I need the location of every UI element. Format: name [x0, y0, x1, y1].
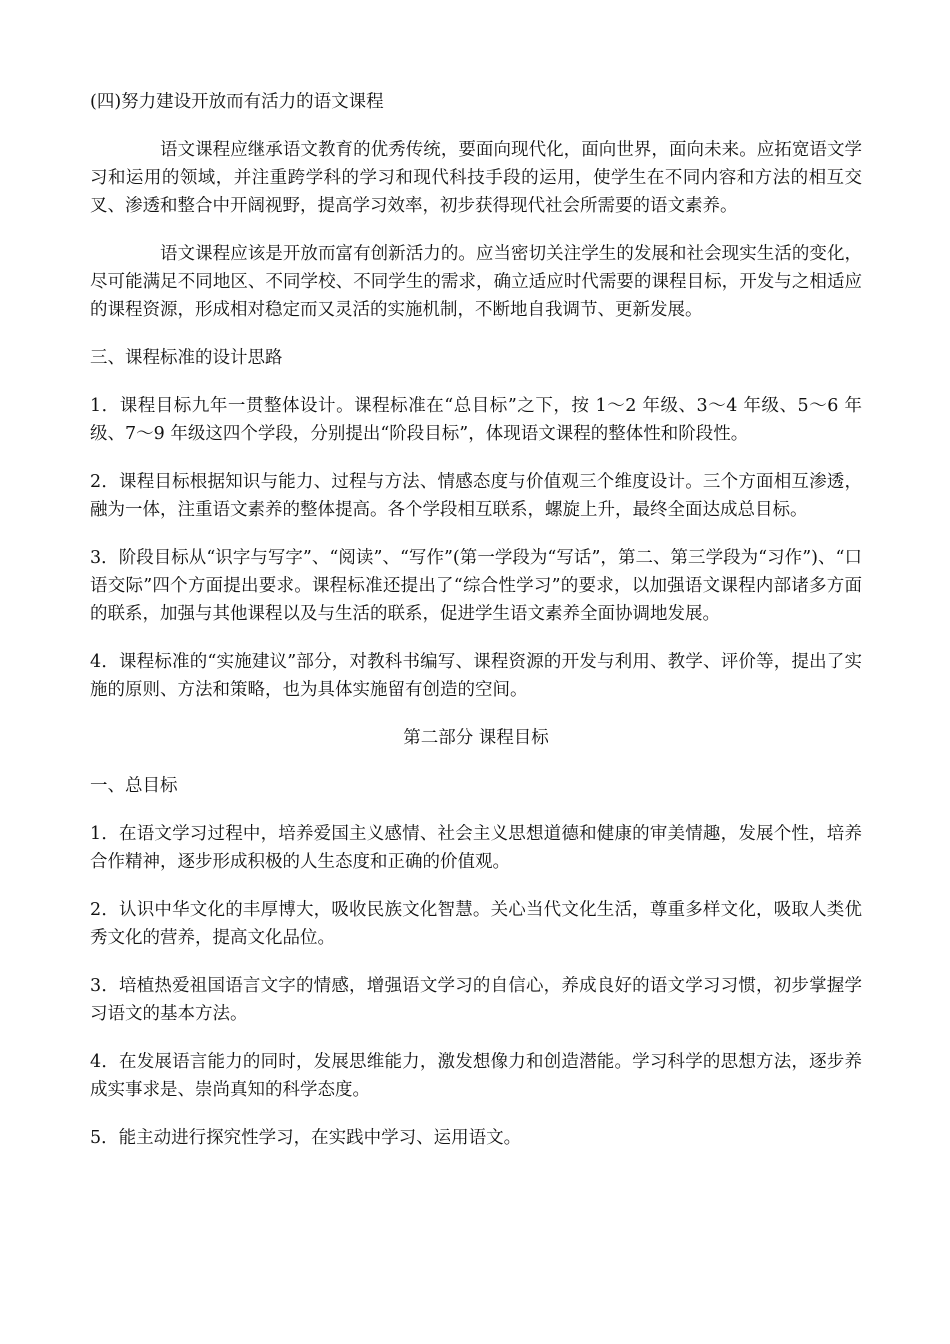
goal-item-4: 4．在发展语言能力的同时，发展思维能力，激发想像力和创造潜能。学习科学的思想方法，逐步养成实事求是、崇尚真知的科学态度。 [90, 1052, 862, 1100]
goal-item-2: 2．认识中华文化的丰厚博大，吸收民族文化智慧。关心当代文化生活，尊重多样文化，吸取人类优秀文化的营养，提高文化品位。 [90, 900, 862, 948]
design-item-1: 1．课程目标九年一贯整体设计。课程标准在“总目标”之下，按 1～2 年级、3～4 年级、5～6 年级、7～9 年级这四个学段，分别提出“阶段目标”，体现语文课程的整体性和阶段性。 [90, 396, 862, 444]
paragraph-open-innovative: 语文课程应该是开放而富有创新活力的。应当密切关注学生的发展和社会现实生活的变化，尽可能满足不同地区、不同学校、不同学生的需求，确立适应时代需要的课程目标，开发与之相适应的课程资源，形成相对稳定而又灵活的实施机制，不断地自我调节、更新发展。 [90, 244, 862, 320]
goal-item-3: 3．培植热爱祖国语言文字的情感，增强语文学习的自信心，养成良好的语文学习习惯，初步掌握学习语文的基本方法。 [90, 976, 862, 1024]
design-item-4: 4．课程标准的“实施建议”部分，对教科书编写、课程资源的开发与利用、教学、评价等，提出了实施的原则、方法和策略，也为具体实施留有创造的空间。 [90, 652, 862, 700]
section-heading-design-ideas: 三、课程标准的设计思路 [90, 348, 283, 368]
document-page [90, 88, 862, 1172]
section-heading-overall-goals: 一、总目标 [90, 776, 178, 796]
goal-item-1: 1．在语文学习过程中，培养爱国主义感情、社会主义思想道德和健康的审美情趣，发展个性，培养合作精神，逐步形成积极的人生态度和正确的价值观。 [90, 824, 862, 872]
design-item-3: 3．阶段目标从“识字与写字”、“阅读”、“写作”(第一学段为“写话”，第二、第三学段为“习作”)、“口语交际”四个方面提出要求。课程标准还提出了“综合性学习”的要求，以加强语文课程内部诸多方面的联系，加强与其他课程以及与生活的联系，促进学生语文素养全面协调地发展。 [90, 548, 862, 624]
design-item-2: 2．课程目标根据知识与能力、过程与方法、情感态度与价值观三个维度设计。三个方面相互渗透，融为一体，注重语文素养的整体提高。各个学段相互联系，螺旋上升，最终全面达成总目标。 [90, 472, 862, 520]
part-title: 第二部分 课程目标 [403, 728, 549, 748]
paragraph-inherit-tradition: 语文课程应继承语文教育的优秀传统，要面向现代化，面向世界，面向未来。应拓宽语文学习和运用的领域，并注重跨学科的学习和现代科技手段的运用，使学生在不同内容和方法的相互交叉、渗透和整合中开阔视野，提高学习效率，初步获得现代社会所需要的语文素养。 [90, 140, 862, 216]
goal-item-5: 5．能主动进行探究性学习，在实践中学习、运用语文。 [90, 1128, 522, 1148]
section-heading-open-curriculum: (四)努力建设开放而有活力的语文课程 [90, 92, 384, 112]
